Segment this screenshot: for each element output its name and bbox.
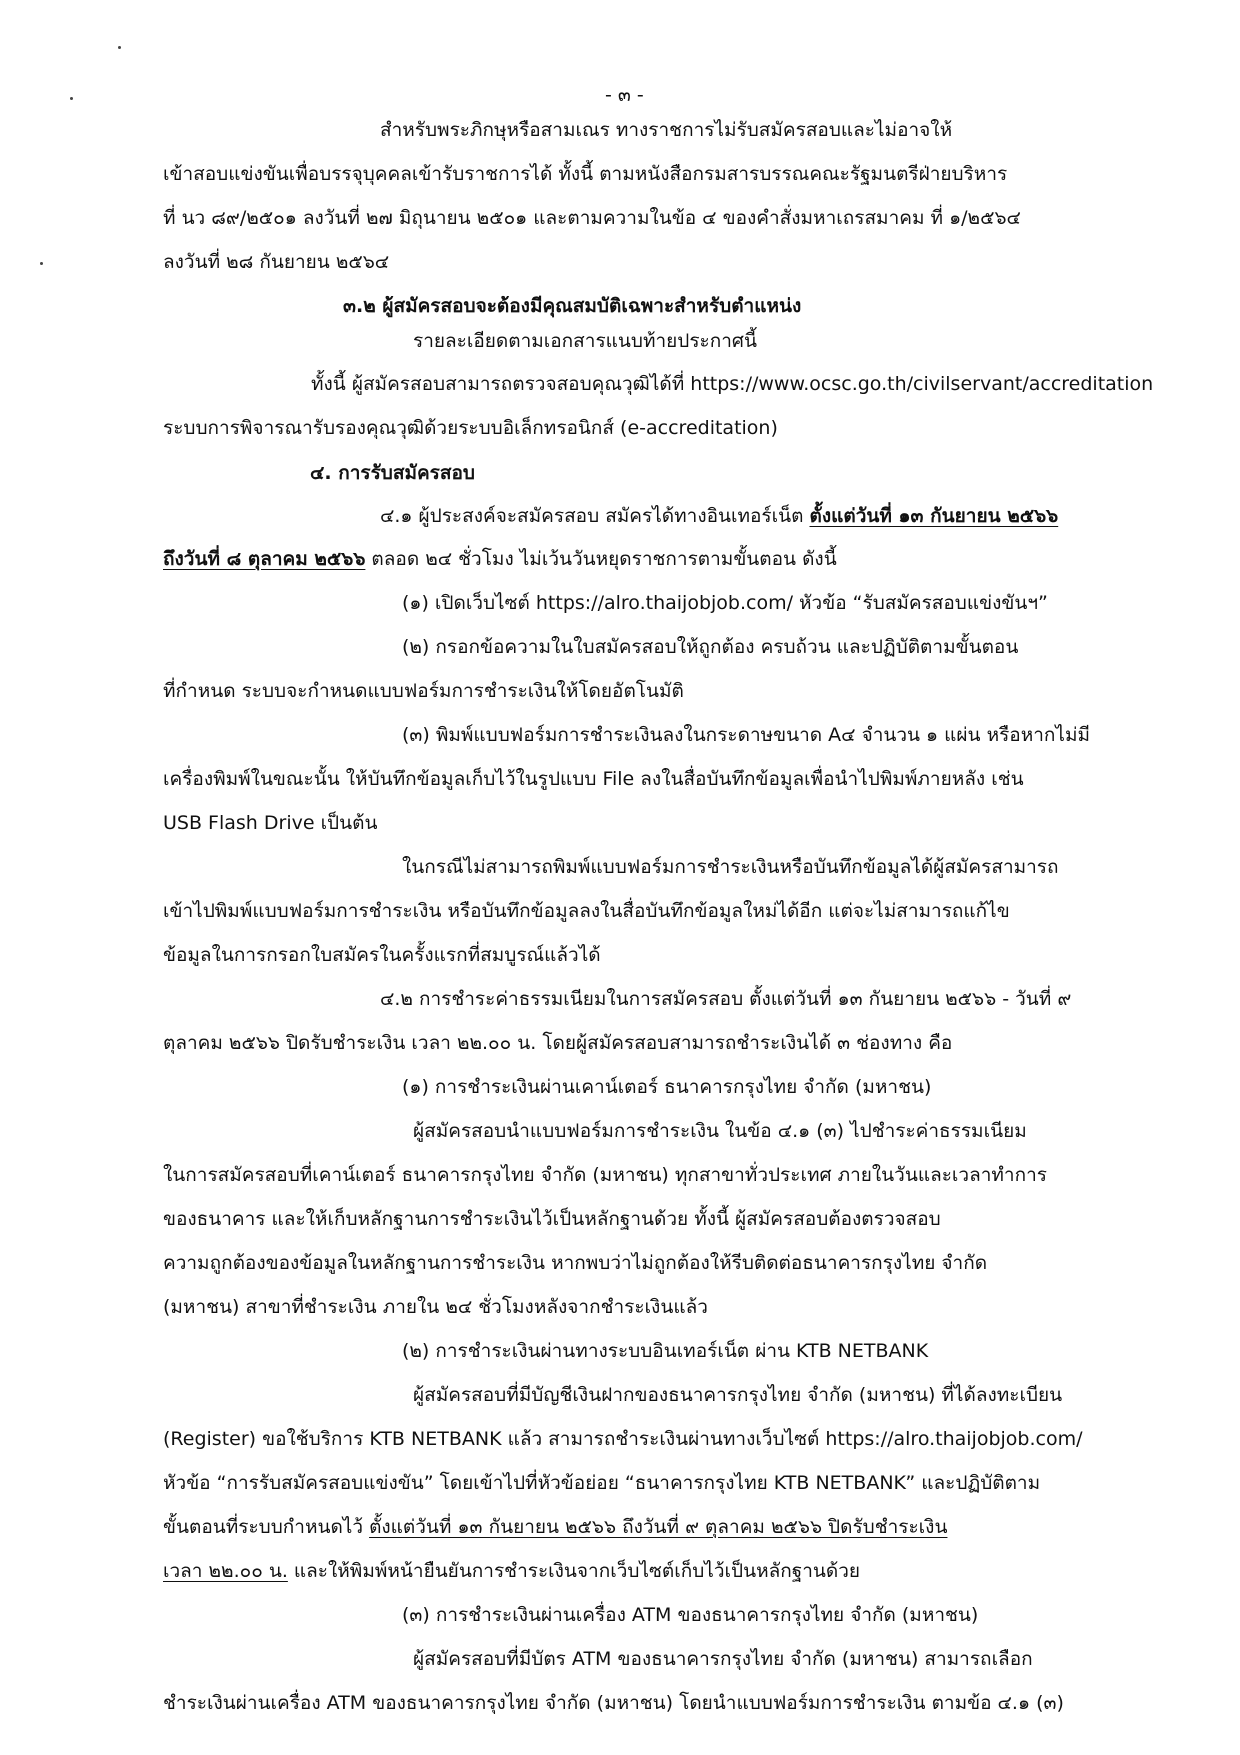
scan-speck bbox=[40, 262, 43, 265]
payment-2-line-1: ผู้สมัครสอบที่มีบัญชีเงินฝากของธนาคารกรุงไทย จำกัด (มหาชน) ที่ได้ลงทะเบียน bbox=[413, 1384, 1063, 1406]
application-end-date: ถึงวันที่ ๘ ตุลาคม ๒๕๖๖ bbox=[163, 548, 366, 570]
payment-2-line-2: (Register) ขอใช้บริการ KTB NETBANK แล้ว สามารถชำระเงินผ่านทางเว็บไซต์ https://alro.thaijobjob.com/ bbox=[163, 1428, 1083, 1450]
payment-3-line-2: ชำระเงินผ่านเครื่อง ATM ของธนาคารกรุงไทย จำกัด (มหาชน) โดยนำแบบฟอร์มการชำระเงิน ตามข้อ ๔.๑ (๓) bbox=[163, 1692, 1064, 1714]
payment-1-line-1: ผู้สมัครสอบนำแบบฟอร์มการชำระเงิน ในข้อ ๔.๑ (๓) ไปชำระค่าธรรมเนียม bbox=[413, 1120, 1027, 1142]
payment-3-line-1: ผู้สมัครสอบที่มีบัตร ATM ของธนาคารกรุงไทย จำกัด (มหาชน) สามารถเลือก bbox=[413, 1648, 1033, 1670]
section-4-1-text-2: ตลอด ๒๔ ชั่วโมง ไม่เว้นวันหยุดราชการตามขั้นตอน ดังนี้ bbox=[365, 548, 837, 570]
step-3-line-3: USB Flash Drive เป็นต้น bbox=[163, 812, 378, 834]
section-4-1-line-2 bbox=[163, 546, 837, 572]
step-3-line-1: (๓) พิมพ์แบบฟอร์มการชำระเงินลงในกระดาษขนาด A๔ จำนวน ๑ แผ่น หรือหากไม่มี bbox=[402, 724, 1091, 746]
section-4-1-line-1 bbox=[380, 503, 1058, 529]
intro-line-3: ที่ นว ๘๙/๒๕๐๑ ลงวันที่ ๒๗ มิถุนายน ๒๕๐๑ และตามความในข้อ ๔ ของคำสั่งมหาเถรสมาคม ที่ ๑/๒๕๖๔ bbox=[163, 207, 1021, 229]
section-4-2-line-2: ตุลาคม ๒๕๖๖ ปิดรับชำระเงิน เวลา ๒๒.๐๐ น. โดยผู้สมัครสอบสามารถชำระเงินได้ ๓ ช่องทาง คือ bbox=[163, 1032, 953, 1054]
payment-1-line-3: ของธนาคาร และให้เก็บหลักฐานการชำระเงินไว้เป็นหลักฐานด้วย ทั้งนี้ ผู้สมัครสอบต้องตรวจสอบ bbox=[163, 1208, 941, 1230]
page-number: - ๓ - bbox=[605, 84, 644, 106]
payment-1-line-2: ในการสมัครสอบที่เคาน์เตอร์ ธนาคารกรุงไทย จำกัด (มหาชน) ทุกสาขาทั่วประเทศ ภายในวันและเวลาทำการ bbox=[163, 1164, 1047, 1186]
section-4-1-text: ๔.๑ ผู้ประสงค์จะสมัครสอบ สมัครได้ทางอินเทอร์เน็ต bbox=[380, 505, 810, 527]
payment-2-line-3: หัวข้อ “การรับสมัครสอบแข่งขัน” โดยเข้าไปที่หัวข้อย่อย “ธนาคารกรุงไทย KTB NETBANK” และปฏิบัติตาม bbox=[163, 1472, 1041, 1494]
payment-3-title: (๓) การชำระเงินผ่านเครื่อง ATM ของธนาคารกรุงไทย จำกัด (มหาชน) bbox=[402, 1604, 979, 1626]
application-start-date: ตั้งแต่วันที่ ๑๓ กันยายน ๒๕๖๖ bbox=[809, 505, 1059, 527]
section-4-heading: ๔. การรับสมัครสอบ bbox=[310, 462, 475, 484]
payment-2-period: ตั้งแต่วันที่ ๑๓ กันยายน ๒๕๖๖ ถึงวันที่ ๙ ตุลาคม ๒๕๖๖ ปิดรับชำระเงิน bbox=[369, 1516, 948, 1538]
intro-line-1: สำหรับพระภิกษุหรือสามเณร ทางราชการไม่รับสมัครสอบและไม่อาจให้ bbox=[380, 119, 953, 141]
payment-1-line-4: ความถูกต้องของข้อมูลในหลักฐานการชำระเงิน หากพบว่าไม่ถูกต้องให้รีบติดต่อธนาคารกรุงไทย จำกัด bbox=[163, 1252, 988, 1274]
payment-1-line-5: (มหาชน) สาขาที่ชำระเงิน ภายใน ๒๔ ชั่วโมงหลังจากชำระเงินแล้ว bbox=[163, 1296, 708, 1318]
section-4-2-line-1: ๔.๒ การชำระค่าธรรมเนียมในการสมัครสอบ ตั้งแต่วันที่ ๑๓ กันยายน ๒๕๖๖ - วันที่ ๙ bbox=[380, 988, 1072, 1010]
intro-line-2: เข้าสอบแข่งขันเพื่อบรรจุบุคคลเข้ารับราชการได้ ทั้งนี้ ตามหนังสือกรมสารบรรณคณะรัฐมนตรีฝ่ายบริหาร bbox=[163, 163, 1008, 185]
step-1: (๑) เปิดเว็บไซต์ https://alro.thaijobjob.com/ หัวข้อ “รับสมัครสอบแข่งขันฯ” bbox=[402, 592, 1048, 614]
payment-2-text: ขั้นตอนที่ระบบกำหนดไว้ bbox=[163, 1516, 370, 1538]
case-line-1: ในกรณีไม่สามารถพิมพ์แบบฟอร์มการชำระเงินหรือบันทึกข้อมูลได้ผู้สมัครสามารถ bbox=[402, 856, 1059, 878]
case-line-2: เข้าไปพิมพ์แบบฟอร์มการชำระเงิน หรือบันทึกข้อมูลลงในสื่อบันทึกข้อมูลใหม่ได้อีก แต่จะไม่สามารถแก้ไข bbox=[163, 900, 1010, 922]
payment-2-text-2: และให้พิมพ์หน้ายืนยันการชำระเงินจากเว็บไซต์เก็บไว้เป็นหลักฐานด้วย bbox=[287, 1560, 861, 1582]
case-line-3: ข้อมูลในการกรอกใบสมัครในครั้งแรกที่สมบูรณ์แล้วได้ bbox=[163, 944, 601, 966]
accreditation-line-1: ทั้งนี้ ผู้สมัครสอบสามารถตรวจสอบคุณวุฒิได้ที่ https://www.ocsc.go.th/civilservant/accreditation bbox=[311, 373, 1154, 395]
intro-line-4: ลงวันที่ ๒๘ กันยายน ๒๕๖๔ bbox=[163, 251, 390, 273]
scan-speck bbox=[118, 46, 121, 49]
payment-1-title: (๑) การชำระเงินผ่านเคาน์เตอร์ ธนาคารกรุงไทย จำกัด (มหาชน) bbox=[402, 1076, 932, 1098]
section-3-2-detail: รายละเอียดตามเอกสารแนบท้ายประกาศนี้ bbox=[413, 330, 757, 352]
payment-2-line-4 bbox=[163, 1514, 947, 1540]
step-3-line-2: เครื่องพิมพ์ในขณะนั้น ให้บันทึกข้อมูลเก็บไว้ในรูปแบบ File ลงในสื่อบันทึกข้อมูลเพื่อนำไปพิมพ์ภายหลัง เช่น bbox=[163, 768, 1024, 790]
section-3-2-heading: ๓.๒ ผู้สมัครสอบจะต้องมีคุณสมบัติเฉพาะสำหรับตำแหน่ง bbox=[343, 295, 802, 317]
payment-2-deadline: เวลา ๒๒.๐๐ น. bbox=[163, 1560, 288, 1582]
step-2-line-2: ที่กำหนด ระบบจะกำหนดแบบฟอร์มการชำระเงินให้โดยอัตโนมัติ bbox=[163, 680, 684, 702]
step-2-line-1: (๒) กรอกข้อความในใบสมัครสอบให้ถูกต้อง ครบถ้วน และปฏิบัติตามขั้นตอน bbox=[402, 636, 1019, 658]
payment-2-line-5 bbox=[163, 1558, 860, 1584]
scan-speck bbox=[70, 97, 73, 100]
payment-2-title: (๒) การชำระเงินผ่านทางระบบอินเทอร์เน็ต ผ่าน KTB NETBANK bbox=[402, 1340, 929, 1362]
accreditation-line-2: ระบบการพิจารณารับรองคุณวุฒิด้วยระบบอิเล็กทรอนิกส์ (e-accreditation) bbox=[163, 417, 778, 439]
